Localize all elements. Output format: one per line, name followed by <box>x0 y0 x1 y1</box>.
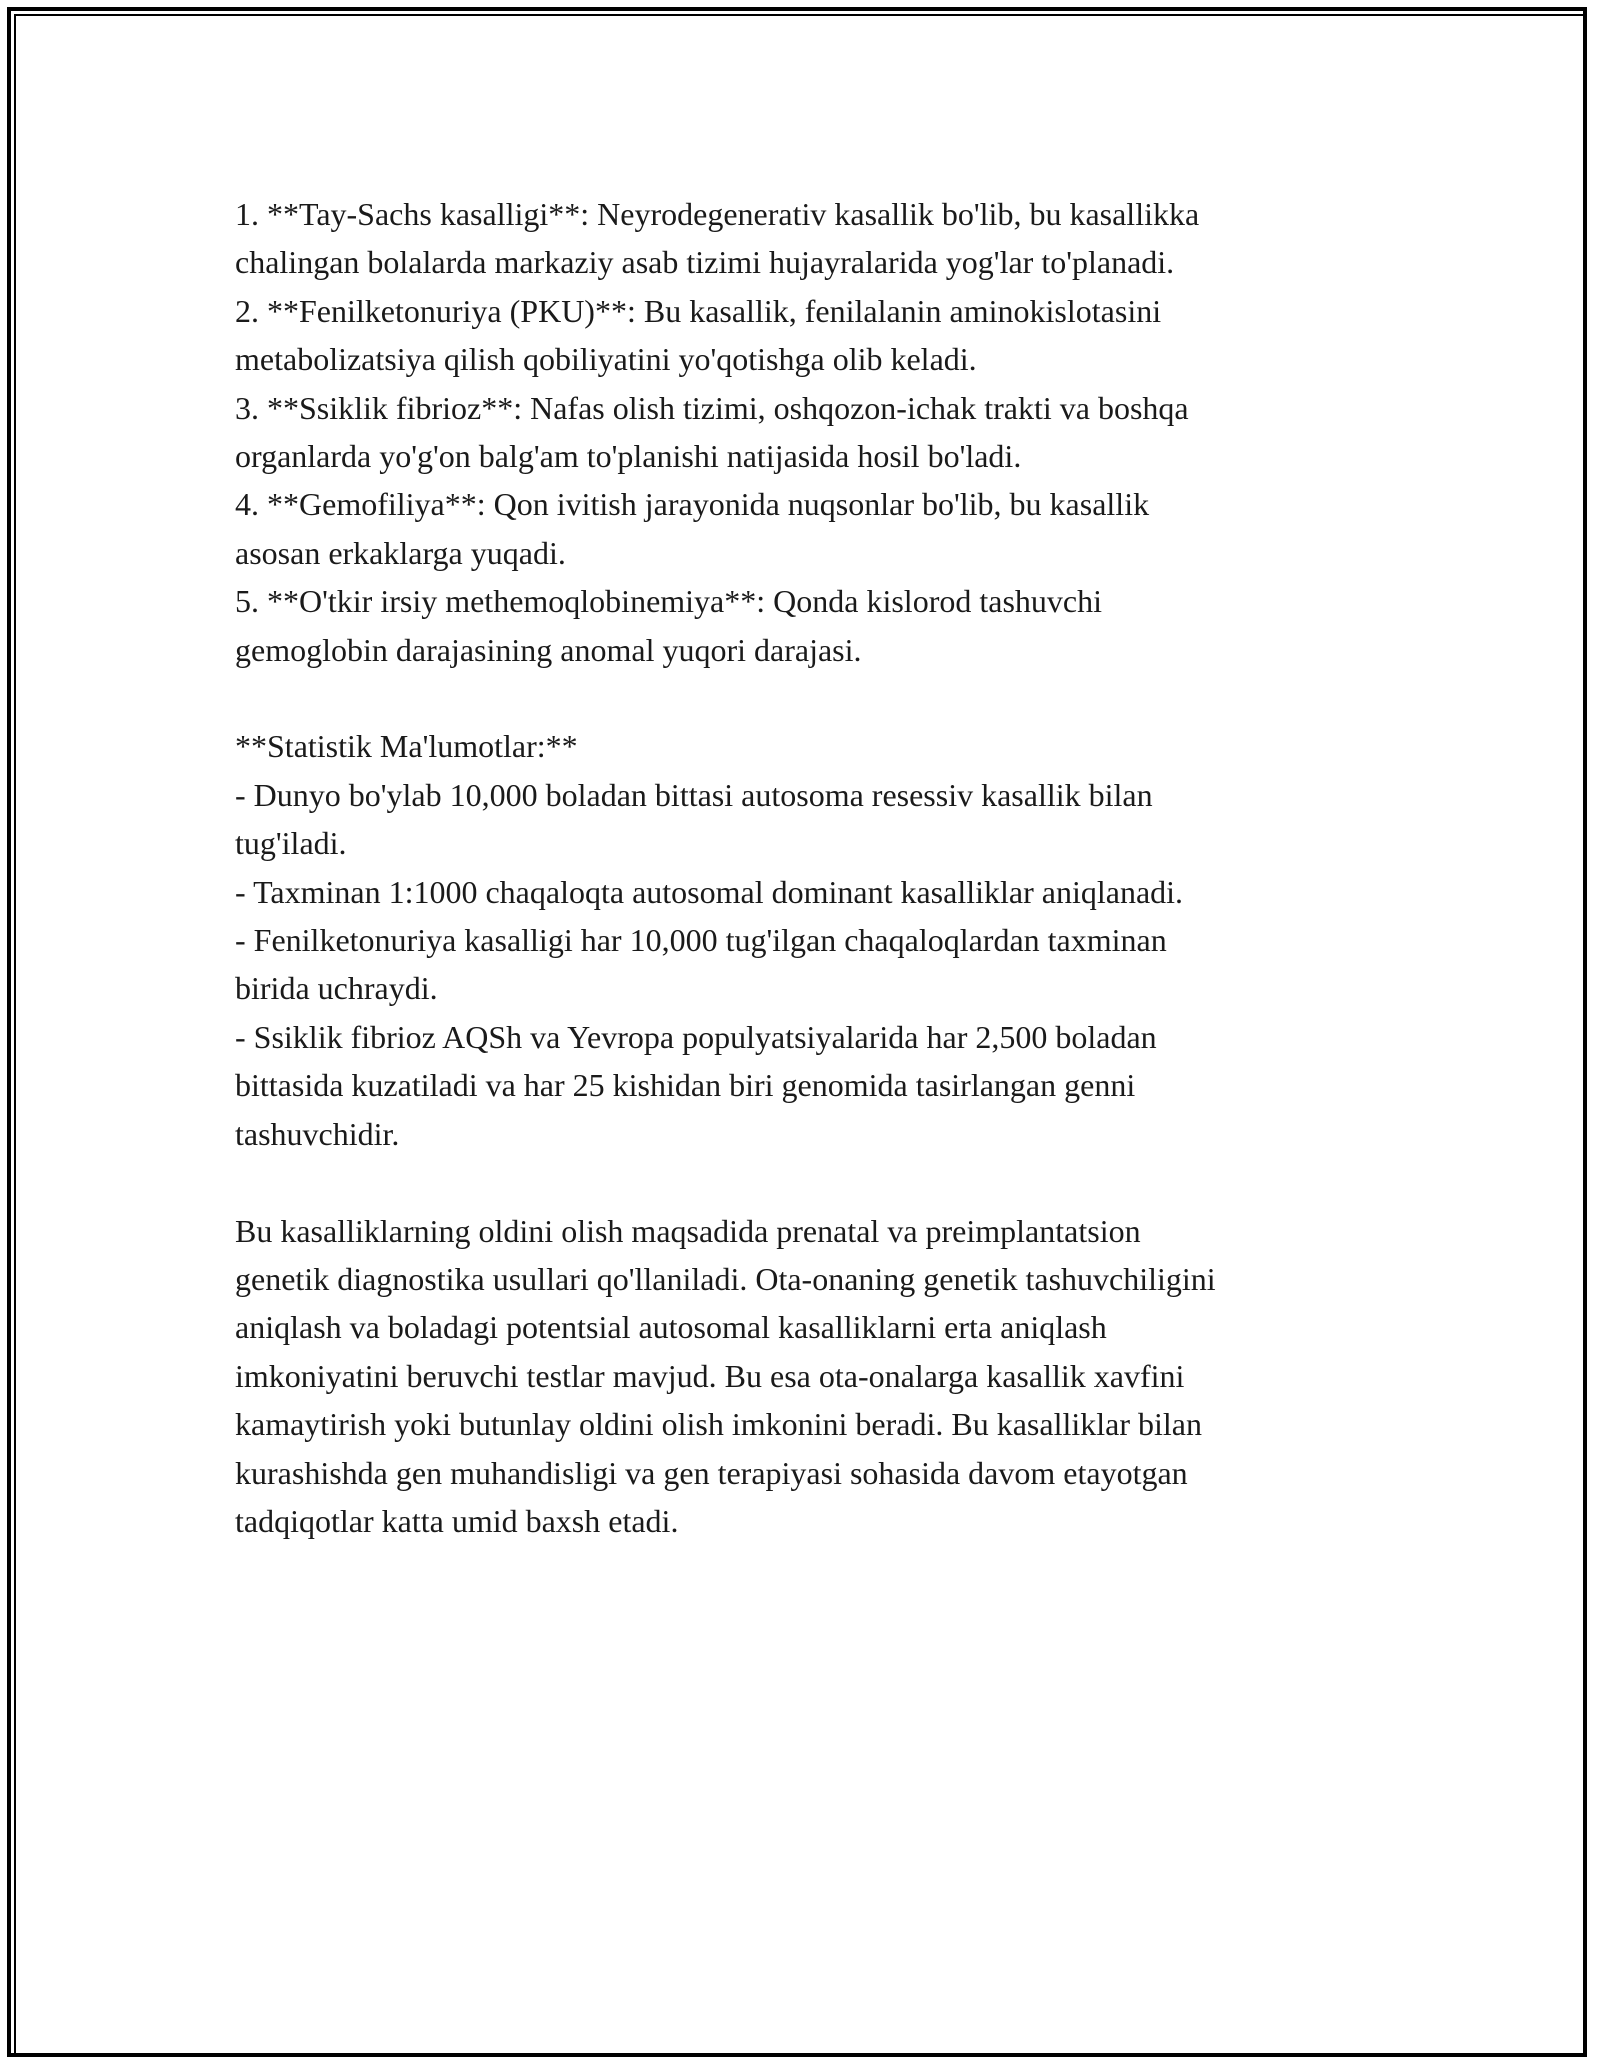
statistics-section <box>235 722 1395 1158</box>
list-line: 1. **Tay-Sachs kasalligi**: Neyrodegenerativ kasallik bo'lib, bu kasallikka <box>235 196 1200 232</box>
list-line: organlarda yo'g'on balg'am to'planishi natijasida hosil bo'ladi. <box>235 438 1022 475</box>
list-line: gemoglobin darajasining anomal yuqori darajasi. <box>235 631 862 668</box>
list-line: 5. **O'tkir irsiy methemoqlobinemiya**: Qonda kislorod tashuvchi <box>235 583 1102 620</box>
list-line: 2. **Fenilketonuriya (PKU)**: Bu kasallik, fenilalanin aminokislotasini <box>235 292 1162 329</box>
conclusion-line: genetik diagnostika usullari qo'llaniladi. Ota-onaning genetik tashuvchiligini <box>235 1260 1216 1297</box>
statistics-line: - Dunyo bo'ylab 10,000 boladan bittasi autosoma resessiv kasallik bilan <box>235 776 1153 813</box>
statistics-line: bittasida kuzatiladi va har 25 kishidan biri genomida tasirlangan genni <box>235 1067 1136 1104</box>
conclusion-paragraph <box>235 1207 1395 1546</box>
statistics-line: - Fenilketonuriya kasalligi har 10,000 tug'ilgan chaqaloqlardan taxminan <box>235 922 1167 959</box>
statistics-line: birida uchraydi. <box>235 970 438 1007</box>
paragraph-gap <box>235 674 1395 722</box>
conclusion-line: imkoniyatini beruvchi testlar mavjud. Bu esa ota-onalarga kasallik xavfini <box>235 1357 1185 1394</box>
list-line: metabolizatsiya qilish qobiliyatini yo'qotishga olib keladi. <box>235 341 977 378</box>
statistics-line: - Ssiklik fibrioz AQSh va Yevropa populyatsiyalarida har 2,500 boladan <box>235 1018 1157 1055</box>
list-line: 4. **Gemofiliya**: Qon ivitish jarayonida nuqsonlar bo'lib, bu kasallik <box>235 486 1150 523</box>
statistics-line: tug'iladi. <box>235 825 347 862</box>
paragraph-gap <box>235 1158 1395 1206</box>
statistics-heading: **Statistik Ma'lumotlar:** <box>235 728 578 765</box>
statistics-line: - Taxminan 1:1000 chaqaloqta autosomal dominant kasalliklar aniqlanadi. <box>235 873 1184 910</box>
conclusion-line: kurashishda gen muhandisligi va gen terapiyasi sohasida davom etayotgan <box>235 1454 1188 1491</box>
conclusion-line: Bu kasalliklarning oldini olish maqsadida prenatal va preimplantatsion <box>235 1212 1141 1249</box>
conclusion-line: kamaytirish yoki butunlay oldini olish imkonini beradi. Bu kasalliklar bilan <box>235 1406 1202 1443</box>
statistics-line: tashuvchidir. <box>235 1115 400 1152</box>
disease-list <box>235 190 1395 674</box>
conclusion-line: tadqiqotlar katta umid baxsh etadi. <box>235 1502 679 1539</box>
list-line: asosan erkaklarga yuqadi. <box>235 534 566 571</box>
list-line: chalingan bolalarda markaziy asab tizimi hujayralarida yog'lar to'planadi. <box>235 244 1175 281</box>
list-line: 3. **Ssiklik fibrioz**: Nafas olish tizimi, oshqozon-ichak trakti va boshqa <box>235 389 1189 426</box>
conclusion-line: aniqlash va boladagi potentsial autosomal kasalliklarni erta aniqlash <box>235 1309 1107 1346</box>
document-body <box>235 190 1395 1545</box>
